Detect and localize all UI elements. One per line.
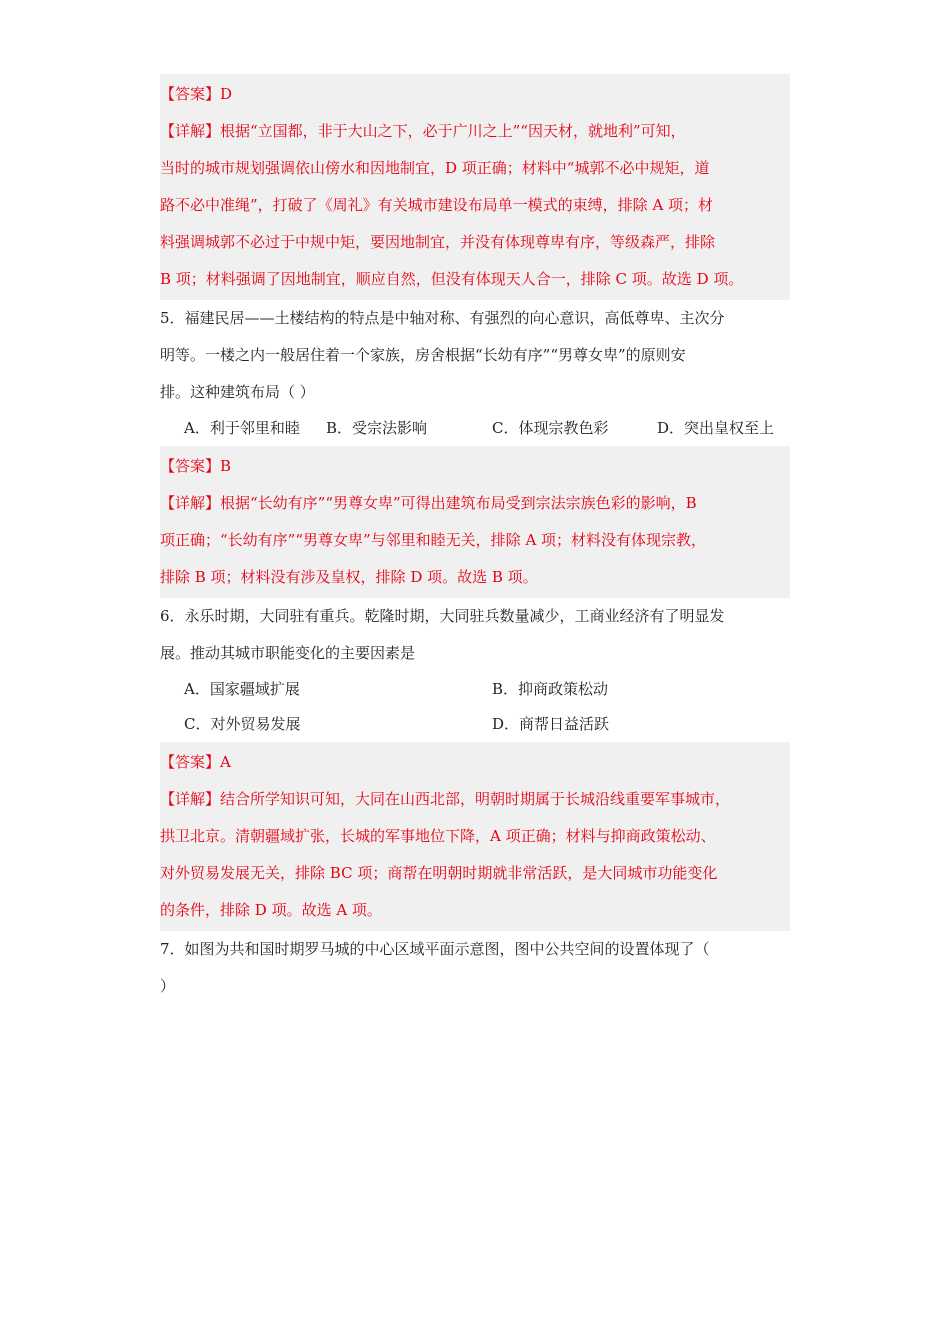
explanation-line: 【详解】结合所学知识可知，大同在山西北部，明朝时期属于长城沿线重要军事城市，: [160, 790, 731, 808]
option-row: [160, 672, 790, 707]
answer-explanation-4: [160, 74, 790, 300]
question-stem-line: 展。推动其城市职能变化的主要因素是: [160, 644, 416, 662]
explanation-line: 排除 B 项；材料没有涉及皇权，排除 D 项。故选 B 项。: [160, 568, 538, 586]
question-stem-line: ）: [160, 977, 176, 995]
explanation-line: 路不必中准绳”，打破了《周礼》有关城市建设布局单一模式的束缚，排除 A 项；材: [160, 196, 714, 214]
explanation-line: 当时的城市规划强调依山傍水和因地制宜，D 项正确；材料中“城郭不必中规矩，道: [160, 159, 710, 177]
question-6: [160, 598, 790, 742]
explanation-line: 【详解】根据“立国都，非于大山之下，必于广川之上”“因天材，就地利”可知，: [160, 122, 686, 140]
explanation-line: 料强调城郭不必过于中规中矩，要因地制宜，并没有体现尊卑有序，等级森严，排除: [160, 233, 716, 251]
answer-label: 【答案】B: [160, 457, 232, 475]
option-d: D．商帮日益活跃: [492, 715, 610, 733]
option-row: [160, 707, 790, 742]
option-c: C．体现宗教色彩: [492, 419, 609, 437]
explanation-line: 对外贸易发展无关，排除 BC 项；商帮在明朝时期就非常活跃，是大同城市功能变化: [160, 864, 718, 882]
explanation-line: 【详解】根据“长幼有序”“男尊女卑”可得出建筑布局受到宗法宗族色彩的影响，B: [160, 494, 697, 512]
explanation-line: 的条件，排除 D 项。故选 A 项。: [160, 901, 382, 919]
question-7: [160, 931, 790, 1005]
question-5: [160, 300, 790, 446]
question-stem-line: 排。这种建筑布局（ ）: [160, 383, 315, 401]
option-c: C．对外贸易发展: [184, 715, 301, 733]
option-row: [160, 411, 790, 446]
question-stem-line: 明等。一楼之内一般居住着一个家族，房舍根据“长幼有序”“男尊女卑”的原则安: [160, 346, 686, 364]
question-stem-line: 5．福建民居——土楼结构的特点是中轴对称、有强烈的向心意识，高低尊卑、主次分: [160, 309, 725, 327]
explanation-line: 项正确；“长幼有序”“男尊女卑”与邻里和睦无关，排除 A 项；材料没有体现宗教，: [160, 531, 707, 549]
option-a: A．国家疆域扩展: [184, 680, 300, 698]
answer-label: 【答案】A: [160, 753, 231, 771]
document-page: [160, 74, 790, 1005]
explanation-line: 拱卫北京。清朝疆域扩张，长城的军事地位下降，A 项正确；材料与抑商政策松动、: [160, 827, 716, 845]
answer-explanation-5: [160, 446, 790, 598]
option-b: B．抑商政策松动: [492, 680, 609, 698]
question-stem-line: 6．永乐时期，大同驻有重兵。乾隆时期，大同驻兵数量减少，工商业经济有了明显发: [160, 607, 725, 625]
option-b: B．受宗法影响: [326, 419, 428, 437]
option-a: A．利于邻里和睦: [184, 419, 300, 437]
option-d: D．突出皇权至上: [657, 419, 775, 437]
explanation-line: B 项；材料强调了因地制宜，顺应自然，但没有体现天人合一，排除 C 项。故选 D 项。: [160, 270, 744, 288]
answer-explanation-6: [160, 742, 790, 931]
question-stem-line: 7．如图为共和国时期罗马城的中心区域平面示意图，图中公共空间的设置体现了（: [160, 940, 710, 958]
answer-label: 【答案】D: [160, 85, 233, 103]
